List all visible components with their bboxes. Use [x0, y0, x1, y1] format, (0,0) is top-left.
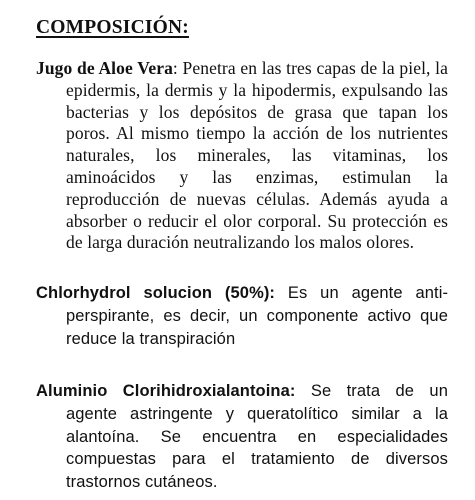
- ingredient-description: Penetra en las tres capas de la piel, la epidermis, la dermis y la hipodermis, expulsando las bacterias y los depósitos de grasa que tapan los poros. Al mismo tiempo la acción de los nutrientes naturales, los minerales, las vitaminas, los aminoácidos y las enzimas, estimulan la reproducción de nuevas células. Además ayuda a absorber o reducir el olor corporal. Su protección es de larga duración neutralizando los malos olores.: [66, 58, 448, 253]
- ingredient-aluminio: [36, 380, 448, 494]
- ingredient-description: Es un agente antiperspirante, es decir, un componente activo que reduce la transpiración: [66, 284, 448, 348]
- ingredient-description: Se trata de un agente astringente y queratolítico similar a la alantoína. Se encuentra en especialidades compuestas para el tratamiento de diversos trastornos cutáneos.: [66, 382, 448, 492]
- section-heading: COMPOSICIÓN:: [36, 17, 189, 38]
- ingredient-separator: :: [172, 58, 178, 78]
- ingredient-chlorhydrol: [36, 282, 448, 350]
- ingredient-term: Aluminio Clorihidroxialantoina:: [36, 382, 296, 400]
- ingredient-term: Jugo de Aloe Vera: [36, 58, 173, 78]
- ingredient-term: Chlorhydrol solucion (50%):: [36, 284, 276, 302]
- ingredient-aloe-vera: [36, 58, 448, 254]
